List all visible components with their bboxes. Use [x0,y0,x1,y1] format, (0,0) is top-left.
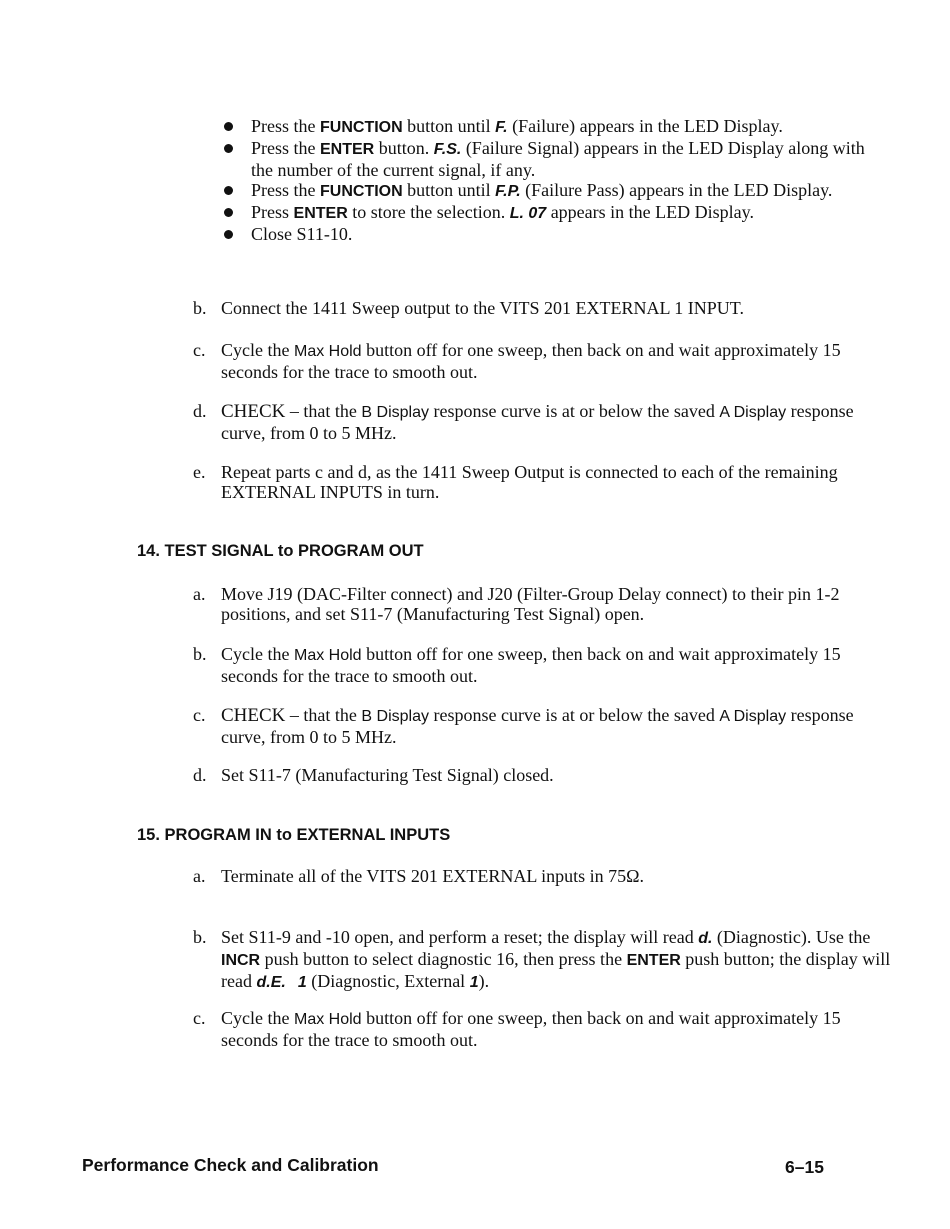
step-15a: a. Terminate all of the VITS 201 EXTERNAL inputs in 75Ω. [193,866,645,886]
step-14d: d. Set S11-7 (Manufacturing Test Signal) closed. [193,765,554,785]
list-item: Close S11-10. [222,224,882,244]
step-14b: b. Cycle the Max Hold button off for one sweep, then back on and wait approximately 15 seconds for the trace to smooth out. [193,644,841,686]
section-14-heading: 14. TEST SIGNAL to PROGRAM OUT [137,542,424,560]
step-13e: e. Repeat parts c and d, as the 1411 Sweep Output is connected to each of the remaining EXTERNAL INPUTS in turn. [193,462,838,502]
bullet-icon [224,122,233,131]
step-13c: c. Cycle the Max Hold button off for one sweep, then back on and wait approximately 15 seconds for the trace to smooth out. [193,340,841,382]
footer-title: Performance Check and Calibration [82,1155,379,1175]
bullet-icon [224,208,233,217]
step-13b: b. Connect the 1411 Sweep output to the VITS 201 EXTERNAL 1 INPUT. [193,298,744,318]
section-15-heading: 15. PROGRAM IN to EXTERNAL INPUTS [137,826,451,844]
step-14a: a. Move J19 (DAC-Filter connect) and J20 (Filter-Group Delay connect) to their pin 1-2 positions, and set S11-7 (Manufacturing Test Signal) open. [193,584,840,624]
step-15c: c. Cycle the Max Hold button off for one sweep, then back on and wait approximately 15 seconds for the trace to smooth out. [193,1008,841,1050]
bullet-icon [224,144,233,153]
step-13d: d. CHECK – that the B Display response curve is at or below the saved A Display response curve, from 0 to 5 MHz. [193,401,854,443]
list-item: Press the FUNCTION button until F. (Failure) appears in the LED Display. [222,116,882,138]
bullet-icon [224,186,233,195]
step-15b: b. Set S11-9 and -10 open, and perform a reset; the display will read d. (Diagnostic). Use the INCR push button to select diagnostic 16, then press the ENTER push button; the display will read d.E. 1 (Diagnostic, External 1). [193,927,891,991]
page-number: 6–15 [785,1157,824,1177]
bullet-icon [224,230,233,239]
step-14c: c. CHECK – that the B Display response curve is at or below the saved A Display response curve, from 0 to 5 MHz. [193,705,854,747]
bullet-list [222,116,882,244]
list-item: Press ENTER to store the selection. L. 07 appears in the LED Display. [222,202,882,224]
list-item: Press the FUNCTION button until F.P. (Failure Pass) appears in the LED Display. [222,180,882,202]
list-item: Press the ENTER button. F.S. (Failure Signal) appears in the LED Display along with the number of the current signal, if any. [222,138,882,180]
